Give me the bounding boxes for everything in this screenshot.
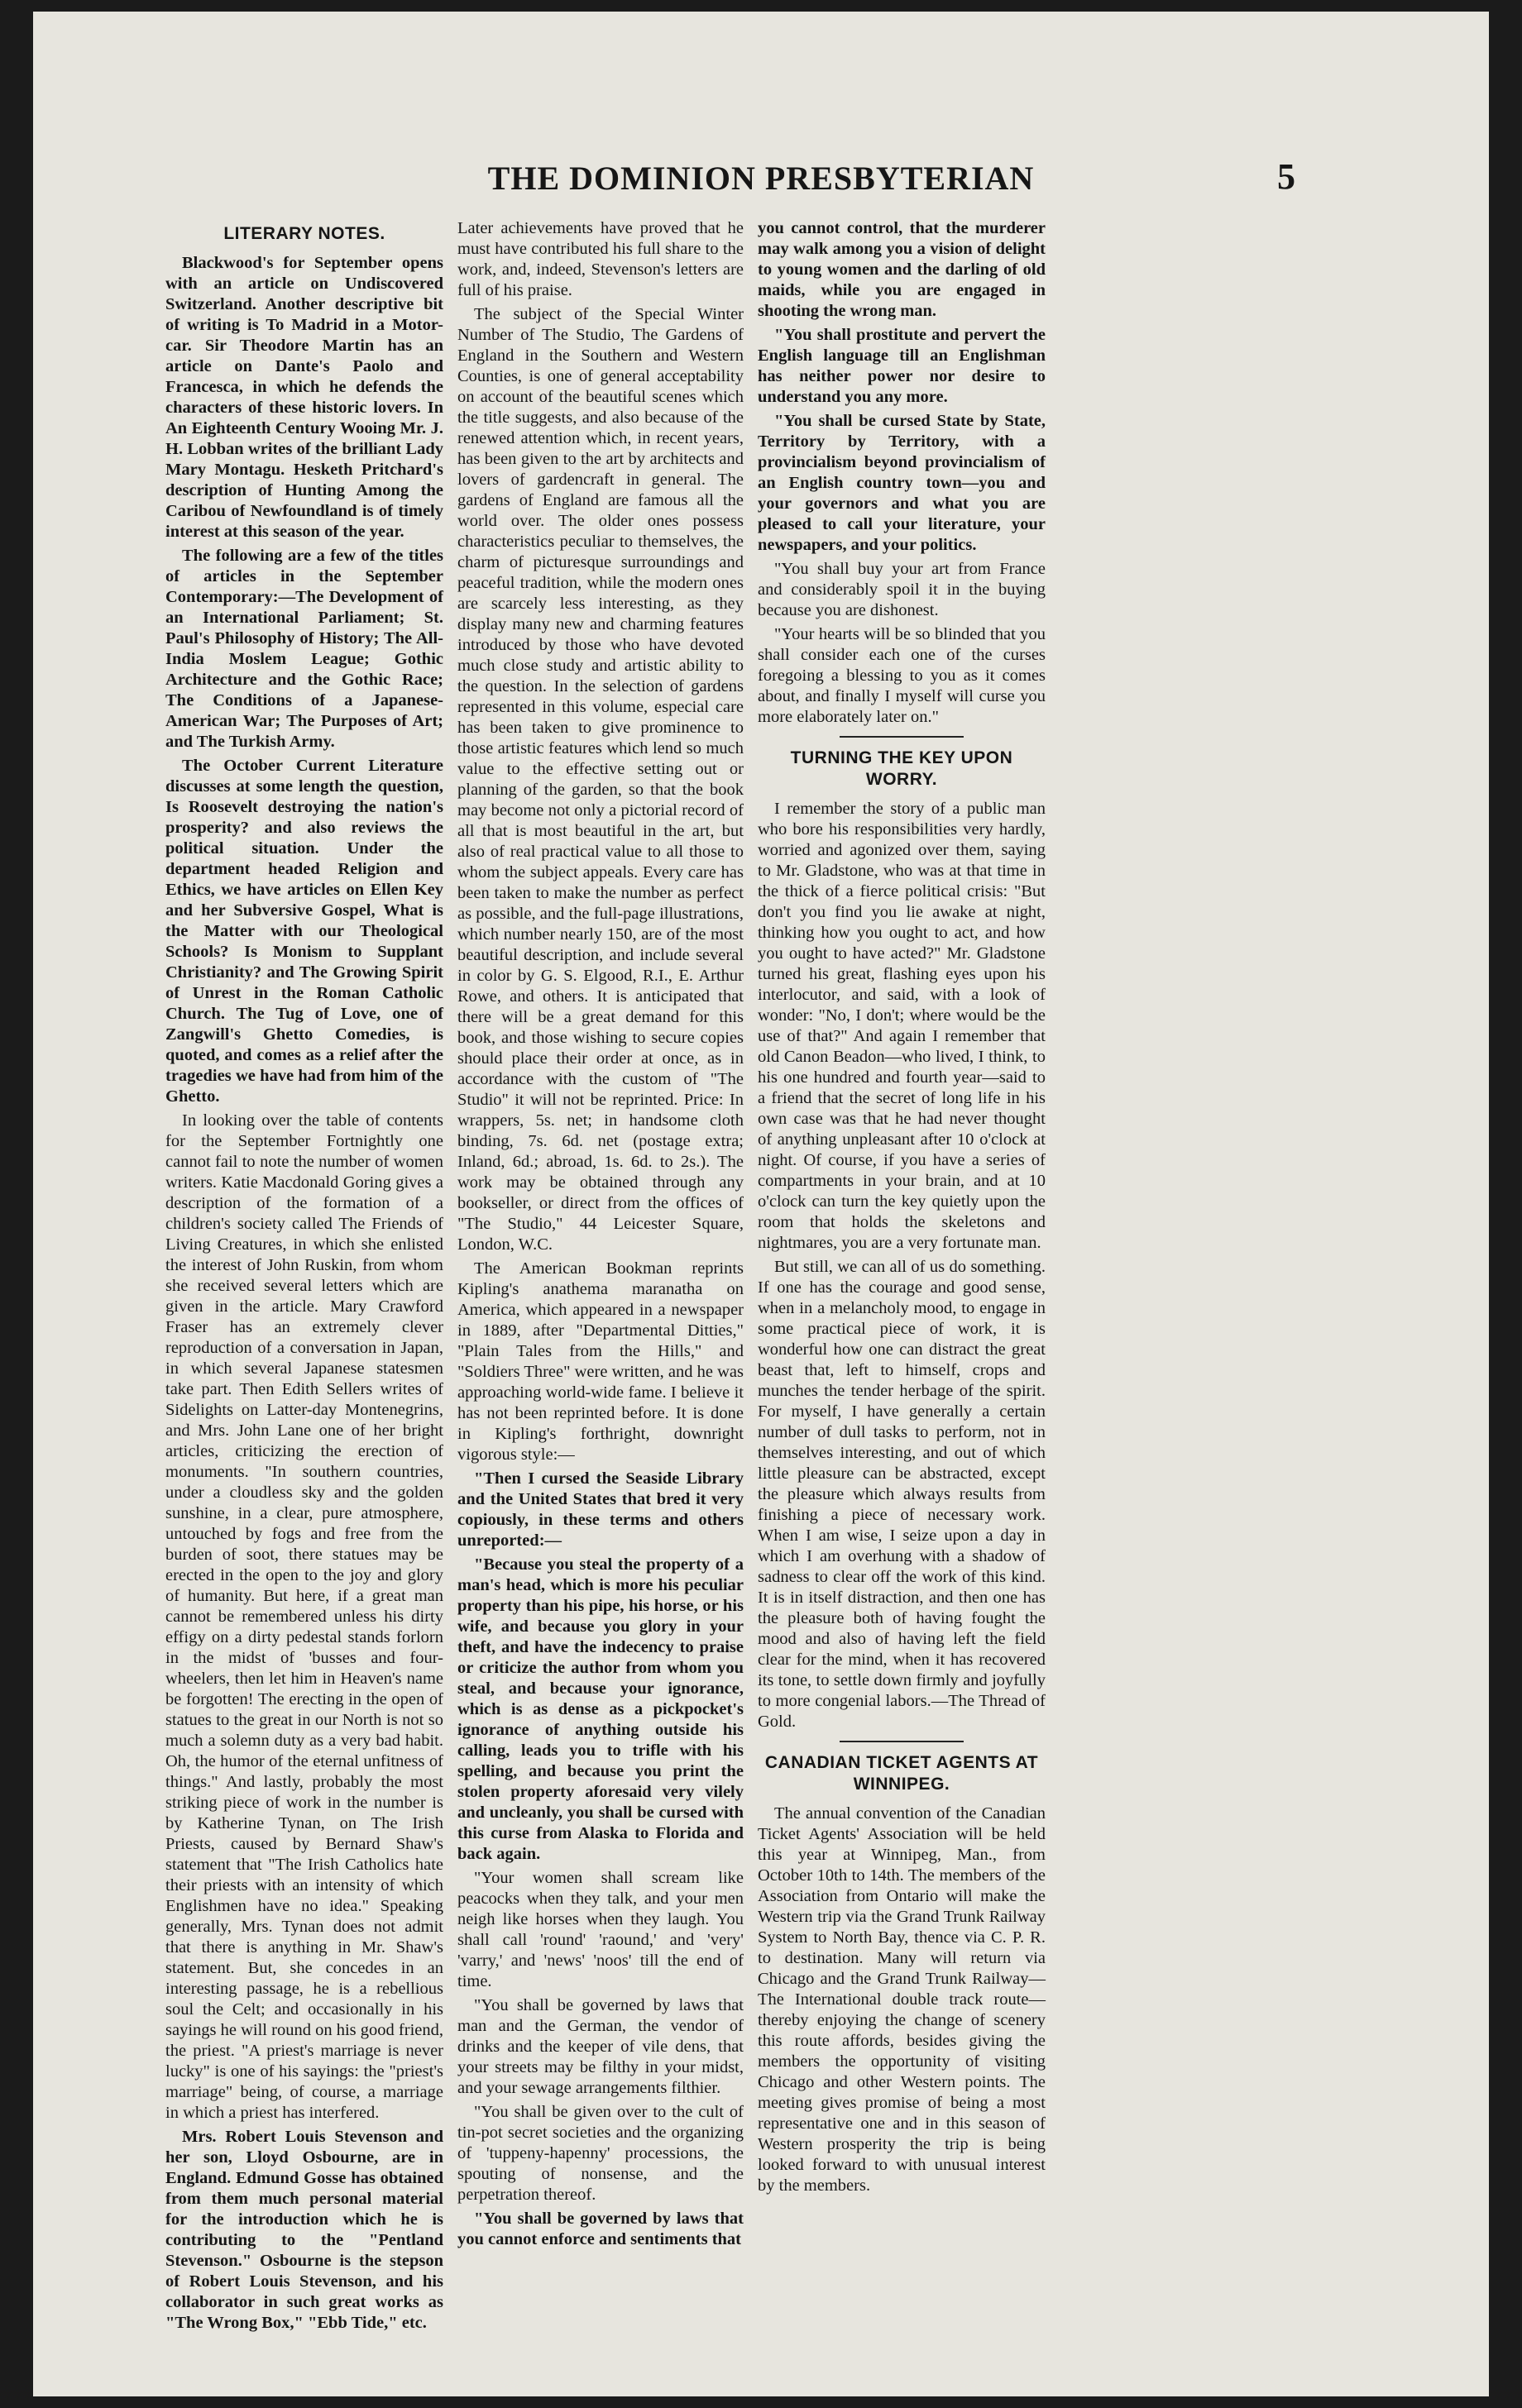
ticket-agents-title: CANADIAN TICKET AGENTS AT WINNIPEG. [764, 1753, 1039, 1794]
literary-notes-title: LITERARY NOTES. [223, 224, 385, 243]
paragraph: "You shall be given over to the cult of tin-pot secret societies and the organizing of 'tuppeny-hapenny' processions, the spouting of nonsense, and the perpetration thereof. [457, 2103, 744, 2204]
paragraph: "You shall be governed by laws that you cannot enforce and sentiments that [457, 2210, 744, 2248]
paragraph: "You shall be governed by laws that man and the German, the vendor of drinks and the keeper of vile dens, that your streets may be filthy in your midst, and your sewage arrangements filthier. [457, 1996, 744, 2097]
paragraph: Blackwood's for September opens with an article on Undiscovered Switzerland. Another descriptive bit of writing is To Madrid in a Motor-car. Sir Theodore Martin has an article on Dante's Paolo and Francesca, in which he defends the characters of these historic lovers. In An Eighteenth Century Wooing Mr. J. H. Lobban writes of the brilliant Lady Mary Montagu. Hesketh Pritchard's description of Hunting Among the Caribou of Newfoundland is of timely interest at this season of the year. [165, 254, 443, 541]
paragraph: The annual convention of the Canadian Ticket Agents' Association will be held this year at Winnipeg, Man., from October 10th to 14th. The members of the Association from Ontario will make the Western trip via the Grand Trunk Railway System to North Bay, thence via C. P. R. to destination. Many will return via Chicago and the Grand Trunk Railway—The International double track route—thereby enjoying the change of scenery this route affords, besides giving the members the opportunity of visiting Chicago and other Western points. The meeting gives promise of being a most representative one and in this season of Western prosperity the trip is being looked forward to with unusual interest by the members. [758, 1804, 1046, 2195]
column-2 [457, 218, 744, 2253]
column-1 [165, 218, 443, 2337]
paragraph: "Then I cursed the Seaside Library and the United States that bred it very copiously, in these terms and others unreported:— [457, 1469, 744, 1550]
paragraph: I remember the story of a public man who bore his responsibilities very hardly, worried and agonized over them, saying to Mr. Gladstone, who was at that time in the thick of a fierce political crisis: "But don't you find you lie awake at night, thinking how you ought to act, and how you ought to have acted?" Mr. Gladstone turned his great, flashing eyes upon his interlocutor, and said, with a look of wonder: "No, I don't; where would be the use of that?" And again I remember that old Canon Beadon—who lived, I think, to his one hundred and fourth year—said to a friend that the secret of long life in his own case was that he had never thought of anything unpleasant after 10 o'clock at night. Of course, if you have a series of compartments in your brain, and at 10 o'clock can turn the key quietly upon the room that holds the skeletons and nightmares, you are a very fortunate man. [758, 800, 1046, 1252]
paragraph: "You shall prostitute and pervert the English language till an Englishman has neither power nor desire to understand you any more. [758, 326, 1046, 406]
paragraph: Mrs. Robert Louis Stevenson and her son, Lloyd Osbourne, are in England. Edmund Gosse has obtained from them much personal material for the introduction which he is contributing to the "Pentland Stevenson." Osbourne is the stepson of Robert Louis Stevenson, and his collaborator in such great works as "The Wrong Box," "Ebb Tide," etc. [165, 2128, 443, 2332]
section-divider [840, 1741, 964, 1742]
page-number: 5 [1277, 156, 1295, 197]
paragraph: Later achievements have proved that he must have contributed his full share to the work, and, indeed, Stevenson's letters are full of his praise. [457, 219, 744, 299]
page-header [33, 156, 1489, 208]
paragraph: But still, we can all of us do something. If one has the courage and good sense, when in a melancholy mood, to engage in some practical piece of work, it is wonderful how one can distract the great beast that, left to himself, crops and munches the tender herbage of the spirit. For myself, I have generally a certain number of dull tasks to perform, not in themselves interesting, and out of which little pleasure can be abstracted, except the pleasure which always results from finishing a piece of necessary work. When I am wise, I seize upon a day in which I am overhung with a shadow of sadness to clear off the work of this kind. It is in itself distraction, and then one has the pleasure both of having fought the mood and also of having left the field clear for the mind, when it has recovered its tone, to settle down firmly and joyfully to more congenial labors.—The Thread of Gold. [758, 1258, 1046, 1731]
column-3 [758, 218, 1046, 2200]
paragraph: "Your hearts will be so blinded that you shall consider each one of the curses foregoing a blessing to you as it comes about, and finally I myself will curse you more elaborately later on." [758, 625, 1046, 726]
worry-title: TURNING THE KEY UPON WORRY. [790, 748, 1013, 789]
paragraph: you cannot control, that the murderer may walk among you a vision of delight to young women and the darling of old maids, while you are engaged in shooting the wrong man. [758, 219, 1046, 320]
paragraph: "You shall buy your art from France and considerably spoil it in the buying because you are dishonest. [758, 560, 1046, 619]
section-divider [840, 736, 964, 738]
paragraph: "Because you steal the property of a man's head, which is more his peculiar property than his pipe, his horse, or his wife, and because you glory in your theft, and have the indecency to praise or criticize the author from whom you steal, and because your ignorance, which is as dense as a pickpocket's ignorance of anything outside his calling, leads you to trifle with his spelling, and because you print the stolen property aforesaid very vilely and uncleanly, you shall be cursed with this curse from Alaska to Florida and back again. [457, 1555, 744, 1863]
paragraph: In looking over the table of contents for the September Fortnightly one cannot fail to note the number of women writers. Katie Macdonald Goring gives a description of the formation of a children's society called The Friends of Living Creatures, in which she enlisted the interest of John Ruskin, from whom she received several letters which are given in the article. Mary Crawford Fraser has an extremely clever reproduction of a conversation in Japan, in which several Japanese statesmen take part. Then Edith Sellers writes of Sidelights on Latter-day Montenegrins, and Mrs. John Lane one of her bright articles, criticizing the erection of monuments. "In southern countries, under a cloudless sky and the golden sunshine, in a clear, pure atmosphere, untouched by fogs and free from the burden of soot, there statues may be erected in the open to the joy and glory of humanity. But here, if a great man cannot be remembered unless his dirty effigy on a dirty pedestal stands forlorn in the midst of 'busses and four-wheelers, then let him in Heaven's name be forgotten! The erecting in the open of statues to the great in our North is not so much a solemn duty as a very bad habit. Oh, the humor of the eternal unfitness of things." And lastly, probably the most striking piece of work in the number is by Katherine Tynan, on The Irish Priests, caused by Bernard Shaw's statement that "The Irish Catholics hate their priests with an intensity of which Englishmen have no idea." Speaking generally, Mrs. Tynan does not admit that there is anything in Mr. Shaw's statement. But, she concedes in an interesting passage, he is a rebellious soul the Celt; and occasionally in his sayings he will round on his good friend, the priest. "A priest's marriage is never lucky" is one of his sayings: the "priest's marriage" being, of course, a marriage in which a priest has interfered. [165, 1111, 443, 2122]
paragraph: The following are a few of the titles of articles in the September Contemporary:—The Development of an International Parliament; St. Paul's Philosophy of History; The All-India Moslem League; Gothic Architecture and the Gothic Race; The Conditions of a Japanese-American War; The Purposes of Art; and The Turkish Army. [165, 547, 443, 751]
paragraph: The American Bookman reprints Kipling's anathema maranatha on America, which appeared in a newspaper in 1889, after "Departmental Ditties," "Plain Tales from the Hills," and "Soldiers Three" were written, and he was approaching world-wide fame. I believe it has not been reprinted before. It is done in Kipling's forthright, downright vigorous style:— [457, 1259, 744, 1464]
paragraph: "Your women shall scream like peacocks when they talk, and your men neigh like horses when they laugh. You shall call 'round' 'raound,' and 'very' 'varry,' and 'news' 'noos' till the end of time. [457, 1869, 744, 1990]
paragraph: The October Current Literature discusses at some length the question, Is Roosevelt destroying the nation's prosperity? and also reviews the political situation. Under the department headed Religion and Ethics, we have articles on Ellen Key and her Subversive Gospel, What is the Matter with our Theological Schools? Is Monism to Supplant Christianity? and The Growing Spirit of Unrest in the Roman Catholic Church. The Tug of Love, one of Zangwill's Ghetto Comedies, is quoted, and comes as a relief after the tragedies we have had from him of the Ghetto. [165, 757, 443, 1106]
masthead: THE DOMINION PRESBYTERIAN [487, 160, 1035, 197]
paragraph: The subject of the Special Winter Number of The Studio, The Gardens of England in the Southern and Western Counties, is one of general acceptability on account of the beautiful scenes which the title suggests, and also because of the renewed attention which, in recent years, has been given to the art by architects and lovers of gardencraft in general. The gardens of England are famous all the world over. The older ones possess characteristics peculiar to themselves, the charm of picturesque surroundings and peaceful tradition, while the modern ones are scarcely less interesting, as they display many new and charming features introduced by those who have devoted much close study and artistic ability to the question. In the selection of gardens represented in this volume, especial care has been taken to give prominence to those artistic features which lend so much value to the effective setting out or planning of the garden, so that the book may become not only a pictorial record of all that is most beautiful in the art, but also of real practical value to all those to whom the subject appeals. Every care has been taken to make the number as perfect as possible, and the full-page illustrations, which number nearly 150, are of the most beautiful description, and include several in color by G. S. Elgood, R.I., E. Arthur Rowe, and others. It is anticipated that there will be a great demand for this book, and those wishing to secure copies should place their order at once, as in accordance with the custom of "The Studio" it will not be reprinted. Price: In wrappers, 5s. net; in handsome cloth binding, 7s. 6d. net (postage extra; Inland, 6d.; abroad, 1s. 6d. to 2s.). The work may be obtained through any bookseller, or direct from the offices of "The Studio," 44 Leicester Square, London, W.C. [457, 305, 744, 1254]
paragraph: "You shall be cursed State by State, Territory by Territory, with a provincialism beyond provincialism of an English country town—you and your governors and what you are pleased to call your literature, your newspapers, and your politics. [758, 412, 1046, 554]
newspaper-page [33, 12, 1489, 2396]
